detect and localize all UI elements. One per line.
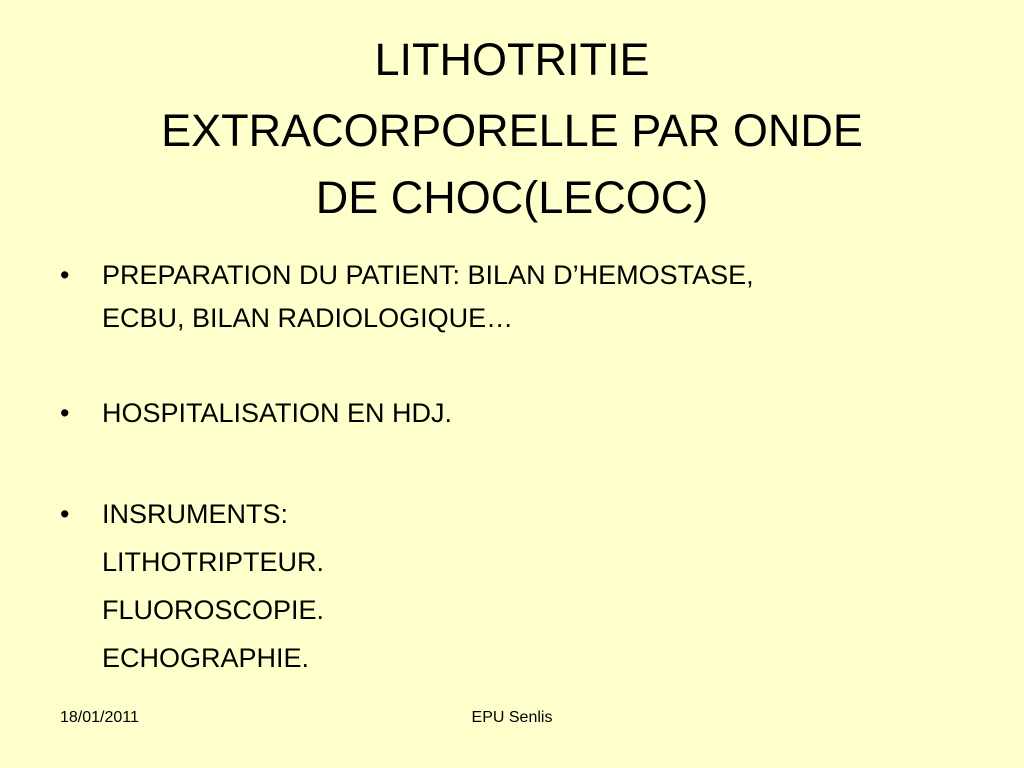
bullet-2-line-1: HOSPITALISATION EN HDJ. xyxy=(102,398,453,428)
bullet-marker: • xyxy=(60,499,70,529)
bullet-1-line-1: PREPARATION DU PATIENT: BILAN D’HEMOSTASE, xyxy=(102,260,754,290)
bullet-3-line-2: LITHOTRIPTEUR. xyxy=(102,547,325,577)
bullet-3-line-3: FLUOROSCOPIE. xyxy=(102,595,325,625)
footer-date: 18/01/2011 xyxy=(60,709,139,726)
bullet-marker: • xyxy=(60,260,70,290)
title-line-1: LITHOTRITIE xyxy=(374,34,650,85)
bullet-1-line-2: ECBU, BILAN RADIOLOGIQUE… xyxy=(102,303,514,333)
bullet-3-line-4: ECHOGRAPHIE. xyxy=(102,643,310,673)
footer-center-text: EPU Senlis xyxy=(471,709,553,726)
bullet-marker: • xyxy=(60,398,70,428)
title-line-2: EXTRACORPORELLE PAR ONDE xyxy=(161,105,863,156)
title-line-3: DE CHOC(LECOC) xyxy=(315,172,709,223)
bullet-3-line-1: INSRUMENTS: xyxy=(102,499,289,529)
